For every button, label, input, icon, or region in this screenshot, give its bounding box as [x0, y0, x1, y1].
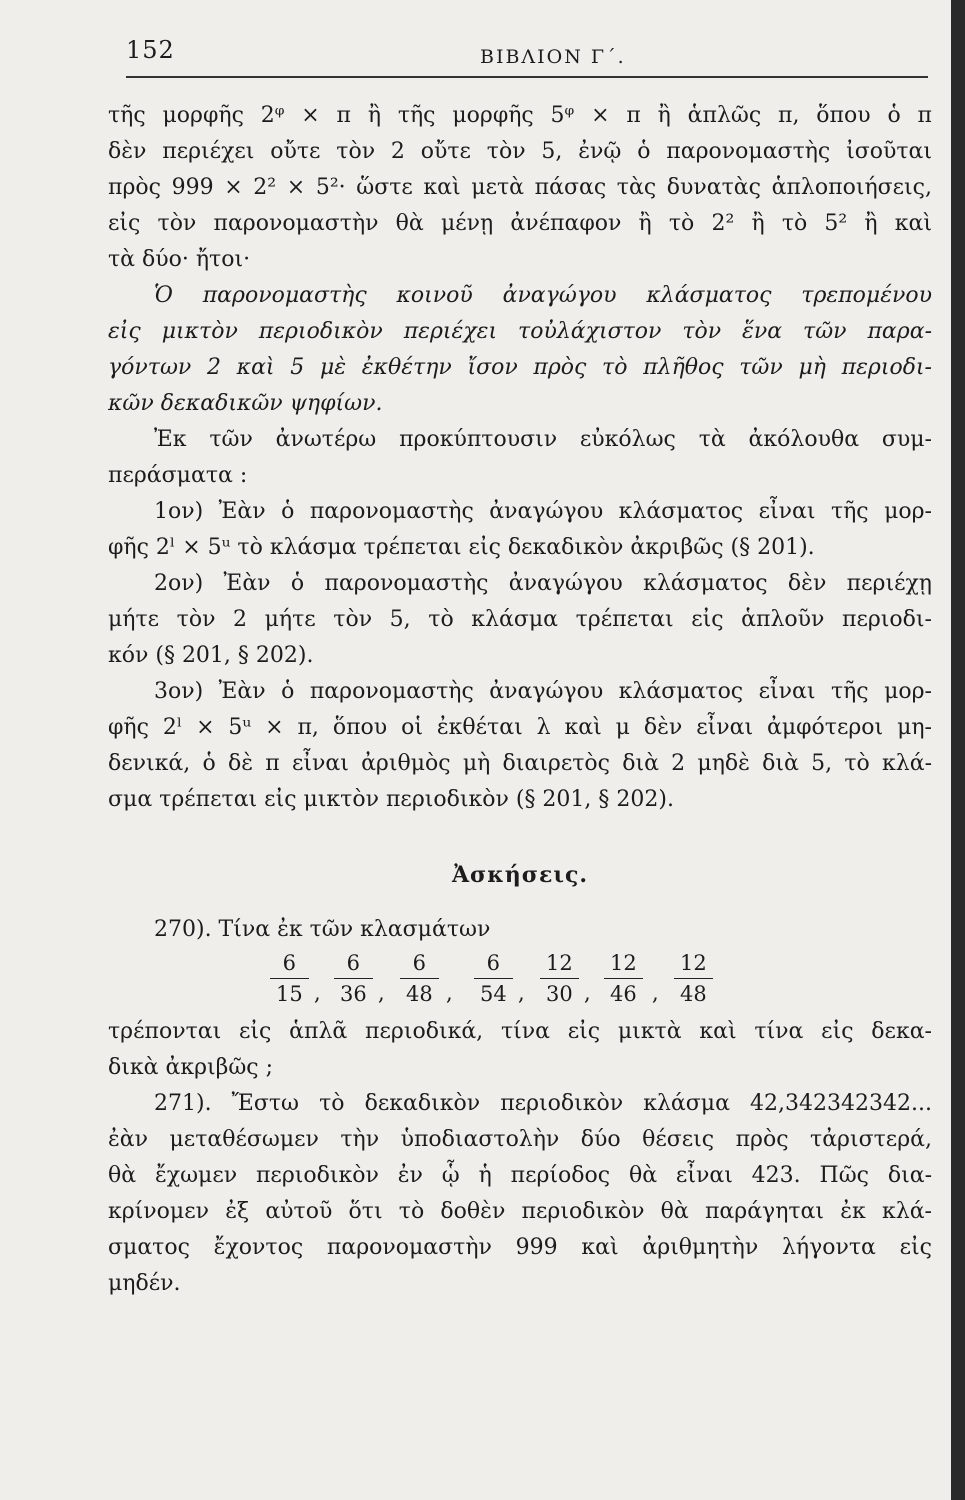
text-line: 2ον) Ἐὰν ὁ παρονομαστὴς ἀναγώγου κλάσματος δὲν περιέχῃ — [154, 571, 932, 596]
fraction-denominator: 54 — [474, 978, 513, 1009]
exercises-title: Ἀσκήσεις. — [451, 862, 589, 888]
theorem-line: κῶν δεκαδικῶν ψηφίων. — [108, 391, 383, 416]
text-line: 1ον) Ἐὰν ὁ παρονομαστὴς ἀναγώγου κλάσματος εἶναι τῆς μορ- — [154, 499, 932, 524]
text-line: φῆς 2ˡ × 5ᵘ τὸ κλάσμα τρέπεται εἰς δεκαδικὸν ἀκριβῶς (§ 201). — [108, 535, 815, 560]
fraction-separator: , — [446, 981, 453, 1005]
text-line: Ἐκ τῶν ἀνωτέρω προκύπτουσιν εὐκόλως τὰ ἀκόλουθα συμ- — [154, 427, 932, 452]
text-line: σμα τρέπεται εἰς μικτὸν περιοδικὸν (§ 201, § 202). — [108, 787, 674, 812]
fraction-separator: , — [584, 981, 591, 1005]
text-line: μηδέν. — [108, 1271, 181, 1296]
fraction-denominator: 48 — [400, 978, 439, 1009]
page-header — [126, 36, 928, 76]
text-line: σματος ἔχοντος παρονομαστὴν 999 καὶ ἀριθμητὴν λήγοντα εἰς — [108, 1235, 932, 1260]
text-line: δενικά, ὁ δὲ π εἶναι ἀριθμὸς μὴ διαιρετὸς διὰ 2 μηδὲ διὰ 5, τὸ κλά- — [108, 751, 932, 776]
paragraph-1 — [108, 98, 932, 278]
fraction-separator: , — [652, 981, 659, 1005]
fraction-numerator: 12 — [610, 951, 637, 975]
conclusion-2 — [108, 566, 932, 674]
fraction-separator: , — [314, 981, 321, 1005]
page-edge-shadow — [951, 0, 965, 1500]
text-line: θὰ ἔχωμεν περιοδικὸν ἐν ᾧ ἡ περίοδος θὰ εἶναι 423. Πῶς δια- — [108, 1163, 932, 1188]
text-line: εἰς τὸν παρονομαστὴν θὰ μένῃ ἀνέπαφον ἢ τὸ 2² ἢ τὸ 5² ἢ καὶ — [108, 211, 932, 236]
header-rule — [126, 76, 928, 78]
text-line: κρίνομεν ἐξ αὐτοῦ ὅτι τὸ δοθὲν περιοδικὸν θὰ παράγηται ἐκ κλά- — [108, 1199, 932, 1224]
fraction-separator: , — [378, 981, 385, 1005]
fraction-numerator: 12 — [546, 951, 573, 975]
text-line: πρὸς 999 × 2² × 5²· ὥστε καὶ μετὰ πάσας τὰς δυνατὰς ἁπλοποιήσεις, — [108, 175, 932, 200]
fraction — [604, 948, 643, 1009]
fraction-list — [108, 948, 932, 1014]
fraction-numerator: 6 — [412, 951, 427, 975]
fraction-denominator: 15 — [270, 978, 309, 1009]
intro-paragraph — [108, 422, 932, 494]
spacer — [108, 818, 932, 852]
fraction — [474, 948, 513, 1009]
exercise-270-intro: 270). Τίνα ἐκ τῶν κλασμάτων — [154, 917, 491, 942]
fraction-denominator: 36 — [334, 978, 373, 1009]
fraction-numerator: 12 — [680, 951, 707, 975]
theorem-line: εἰς μικτὸν περιοδικὸν περιέχει τοὐλάχιστον τὸν ἕνα τῶν παρα- — [108, 319, 932, 344]
page-number: 152 — [126, 36, 175, 64]
fraction — [400, 948, 439, 1009]
text-line: μήτε τὸν 2 μήτε τὸν 5, τὸ κλάσμα τρέπεται εἰς ἁπλοῦν περιοδι- — [108, 607, 932, 632]
conclusion-1 — [108, 494, 932, 566]
running-head: ΒΙΒΛΙΟΝ Γ΄. — [480, 46, 626, 68]
fraction-numerator: 6 — [282, 951, 297, 975]
theorem — [108, 278, 932, 422]
text-line: 3ον) Ἐὰν ὁ παρονομαστὴς ἀναγώγου κλάσματος εἶναι τῆς μορ- — [154, 679, 932, 704]
fraction-denominator: 30 — [540, 978, 579, 1009]
theorem-line: Ὁ παρονομαστὴς κοινοῦ ἀναγώγου κλάσματος τρεπομένου — [154, 283, 932, 308]
conclusion-3 — [108, 674, 932, 818]
spacer — [108, 898, 932, 912]
text-line: δὲν περιέχει οὔτε τὸν 2 οὔτε τὸν 5, ἐνῷ ὁ παρονομαστὴς ἰσοῦται — [108, 139, 932, 164]
text-line: δικὰ ἀκριβῶς ; — [108, 1055, 274, 1080]
text-line: τῆς μορφῆς 2ᵠ × π ἢ τῆς μορφῆς 5ᵠ × π ἢ ἁπλῶς π, ὅπου ὁ π — [108, 103, 932, 128]
fraction-numerator: 6 — [486, 951, 501, 975]
fraction-numerator: 6 — [346, 951, 361, 975]
fraction-separator: , — [518, 981, 525, 1005]
fraction — [334, 948, 373, 1009]
fraction — [674, 948, 713, 1009]
text-line: 271). Ἔστω τὸ δεκαδικὸν περιοδικὸν κλάσμα 42,342342342... — [154, 1091, 932, 1116]
text-line: τρέπονται εἰς ἁπλᾶ περιοδικά, τίνα εἰς μικτὰ καὶ τίνα εἰς δεκα- — [108, 1019, 932, 1044]
fraction — [270, 948, 309, 1009]
fraction — [540, 948, 579, 1009]
fraction-denominator: 48 — [674, 978, 713, 1009]
page-body — [108, 98, 932, 1302]
text-line: τὰ δύο· ἤτοι· — [108, 247, 251, 272]
text-line: περάσματα : — [108, 463, 248, 488]
exercise-271 — [108, 1086, 932, 1302]
theorem-line: γόντων 2 καὶ 5 μὲ ἐκθέτην ἴσον πρὸς τὸ πλῆθος τῶν μὴ περιοδι- — [108, 355, 932, 380]
text-line: φῆς 2ˡ × 5ᵘ × π, ὅπου οἱ ἐκθέται λ καὶ μ δὲν εἶναι ἀμφότεροι μη- — [108, 715, 932, 740]
fraction-denominator: 46 — [604, 978, 643, 1009]
text-line: ἐὰν μεταθέσωμεν τὴν ὑποδιαστολὴν δύο θέσεις πρὸς τἀριστερά, — [108, 1127, 932, 1152]
text-line: κόν (§ 201, § 202). — [108, 643, 314, 668]
